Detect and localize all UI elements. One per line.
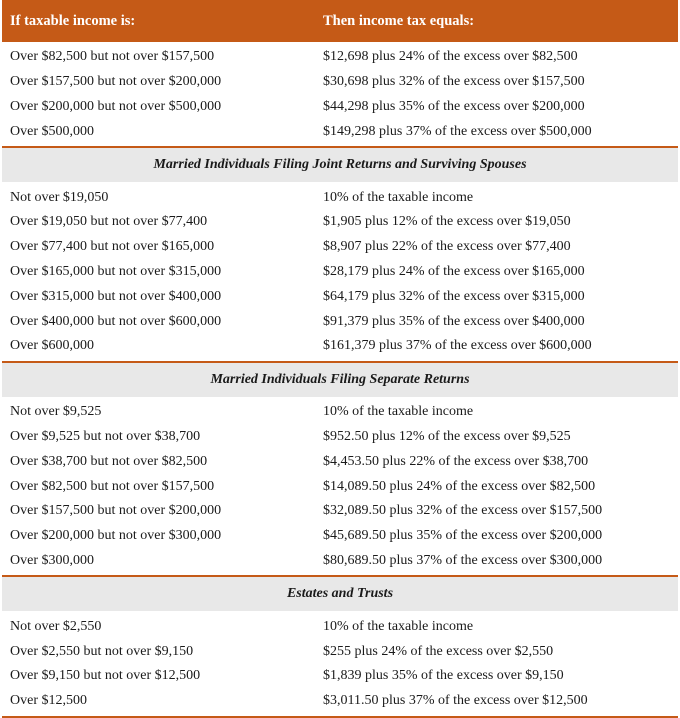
tax-amount-cell: $64,179 plus 32% of the excess over $315,000 xyxy=(323,288,585,304)
income-range-cell: Over $19,050 but not over $77,400 xyxy=(10,214,208,230)
section-heading: Married Individuals Filing Joint Returns and Surviving Spouses xyxy=(2,146,678,182)
income-range-cell: Over $82,500 but not over $157,500 xyxy=(10,478,215,494)
table-row xyxy=(2,499,678,524)
tax-amount-cell: $28,179 plus 24% of the excess over $165,000 xyxy=(323,263,585,279)
header-taxable-income: If taxable income is: xyxy=(10,12,136,29)
table-row xyxy=(2,639,678,664)
tax-amount-cell: $161,379 plus 37% of the excess over $600,000 xyxy=(323,338,592,354)
tax-amount-cell: $32,089.50 plus 32% of the excess over $157,500 xyxy=(323,503,603,519)
table-row xyxy=(2,119,678,144)
income-range-cell: Over $9,150 but not over $12,500 xyxy=(10,668,201,684)
income-range-cell: Over $300,000 xyxy=(10,552,94,568)
bottom-rule xyxy=(2,716,678,718)
income-range-cell: Over $500,000 xyxy=(10,123,94,139)
tax-amount-cell: $80,689.50 plus 37% of the excess over $300,000 xyxy=(323,552,603,568)
table-row xyxy=(2,95,678,120)
tax-amount-cell: 10% of the taxable income xyxy=(323,404,474,420)
income-range-cell: Over $2,550 but not over $9,150 xyxy=(10,643,194,659)
section-rows xyxy=(2,42,678,146)
tax-amount-cell: $4,453.50 plus 22% of the excess over $38,700 xyxy=(323,453,589,469)
table-row xyxy=(2,400,678,425)
tax-amount-cell: $44,298 plus 35% of the excess over $200,000 xyxy=(323,98,585,114)
section-heading: Estates and Trusts xyxy=(2,575,678,611)
table-row xyxy=(2,45,678,70)
tax-amount-cell: $8,907 plus 22% of the excess over $77,400 xyxy=(323,239,571,255)
header-income-tax: Then income tax equals: xyxy=(323,12,475,29)
tax-amount-cell: $91,379 plus 35% of the excess over $400,000 xyxy=(323,313,585,329)
table-row xyxy=(2,549,678,574)
table-row xyxy=(2,309,678,334)
section-rows xyxy=(2,182,678,361)
tax-amount-cell: $1,905 plus 12% of the excess over $19,050 xyxy=(323,214,571,230)
table-row xyxy=(2,425,678,450)
tax-amount-cell: 10% of the taxable income xyxy=(323,189,474,205)
section-rows xyxy=(2,397,678,576)
table-row xyxy=(2,210,678,235)
tax-amount-cell: 10% of the taxable income xyxy=(323,618,474,634)
tax-amount-cell: $952.50 plus 12% of the excess over $9,525 xyxy=(323,428,571,444)
income-range-cell: Over $200,000 but not over $300,000 xyxy=(10,528,222,544)
income-range-cell: Over $38,700 but not over $82,500 xyxy=(10,453,208,469)
table-row xyxy=(2,524,678,549)
table-row xyxy=(2,614,678,639)
income-range-cell: Over $200,000 but not over $500,000 xyxy=(10,98,222,114)
table-header xyxy=(2,0,678,42)
income-range-cell: Over $82,500 but not over $157,500 xyxy=(10,49,215,65)
income-range-cell: Not over $2,550 xyxy=(10,618,102,634)
income-range-cell: Not over $19,050 xyxy=(10,189,109,205)
income-range-cell: Over $157,500 but not over $200,000 xyxy=(10,74,222,90)
income-range-cell: Over $157,500 but not over $200,000 xyxy=(10,503,222,519)
table-row xyxy=(2,334,678,359)
income-range-cell: Over $77,400 but not over $165,000 xyxy=(10,239,215,255)
section-heading: Married Individuals Filing Separate Returns xyxy=(2,361,678,397)
tax-amount-cell: $14,089.50 plus 24% of the excess over $82,500 xyxy=(323,478,596,494)
tax-amount-cell: $45,689.50 plus 35% of the excess over $200,000 xyxy=(323,528,603,544)
tax-amount-cell: $12,698 plus 24% of the excess over $82,500 xyxy=(323,49,578,65)
tax-amount-cell: $3,011.50 plus 37% of the excess over $12,500 xyxy=(323,693,588,709)
table-row xyxy=(2,70,678,95)
tax-amount-cell: $255 plus 24% of the excess over $2,550 xyxy=(323,643,554,659)
tax-amount-cell: $149,298 plus 37% of the excess over $500,000 xyxy=(323,123,592,139)
table-row xyxy=(2,474,678,499)
table-row xyxy=(2,449,678,474)
tax-amount-cell: $1,839 plus 35% of the excess over $9,150 xyxy=(323,668,564,684)
income-range-cell: Over $315,000 but not over $400,000 xyxy=(10,288,222,304)
tax-amount-cell: $30,698 plus 32% of the excess over $157,500 xyxy=(323,74,585,90)
income-range-cell: Over $12,500 xyxy=(10,693,87,709)
table-row xyxy=(2,235,678,260)
tax-rate-table xyxy=(2,0,678,718)
table-row xyxy=(2,185,678,210)
income-range-cell: Over $9,525 but not over $38,700 xyxy=(10,428,201,444)
section-rows xyxy=(2,611,678,715)
table-row xyxy=(2,284,678,309)
income-range-cell: Over $400,000 but not over $600,000 xyxy=(10,313,222,329)
table-row xyxy=(2,260,678,285)
table-row xyxy=(2,664,678,689)
income-range-cell: Over $165,000 but not over $315,000 xyxy=(10,263,222,279)
income-range-cell: Over $600,000 xyxy=(10,338,94,354)
income-range-cell: Not over $9,525 xyxy=(10,404,102,420)
table-body xyxy=(2,42,678,716)
